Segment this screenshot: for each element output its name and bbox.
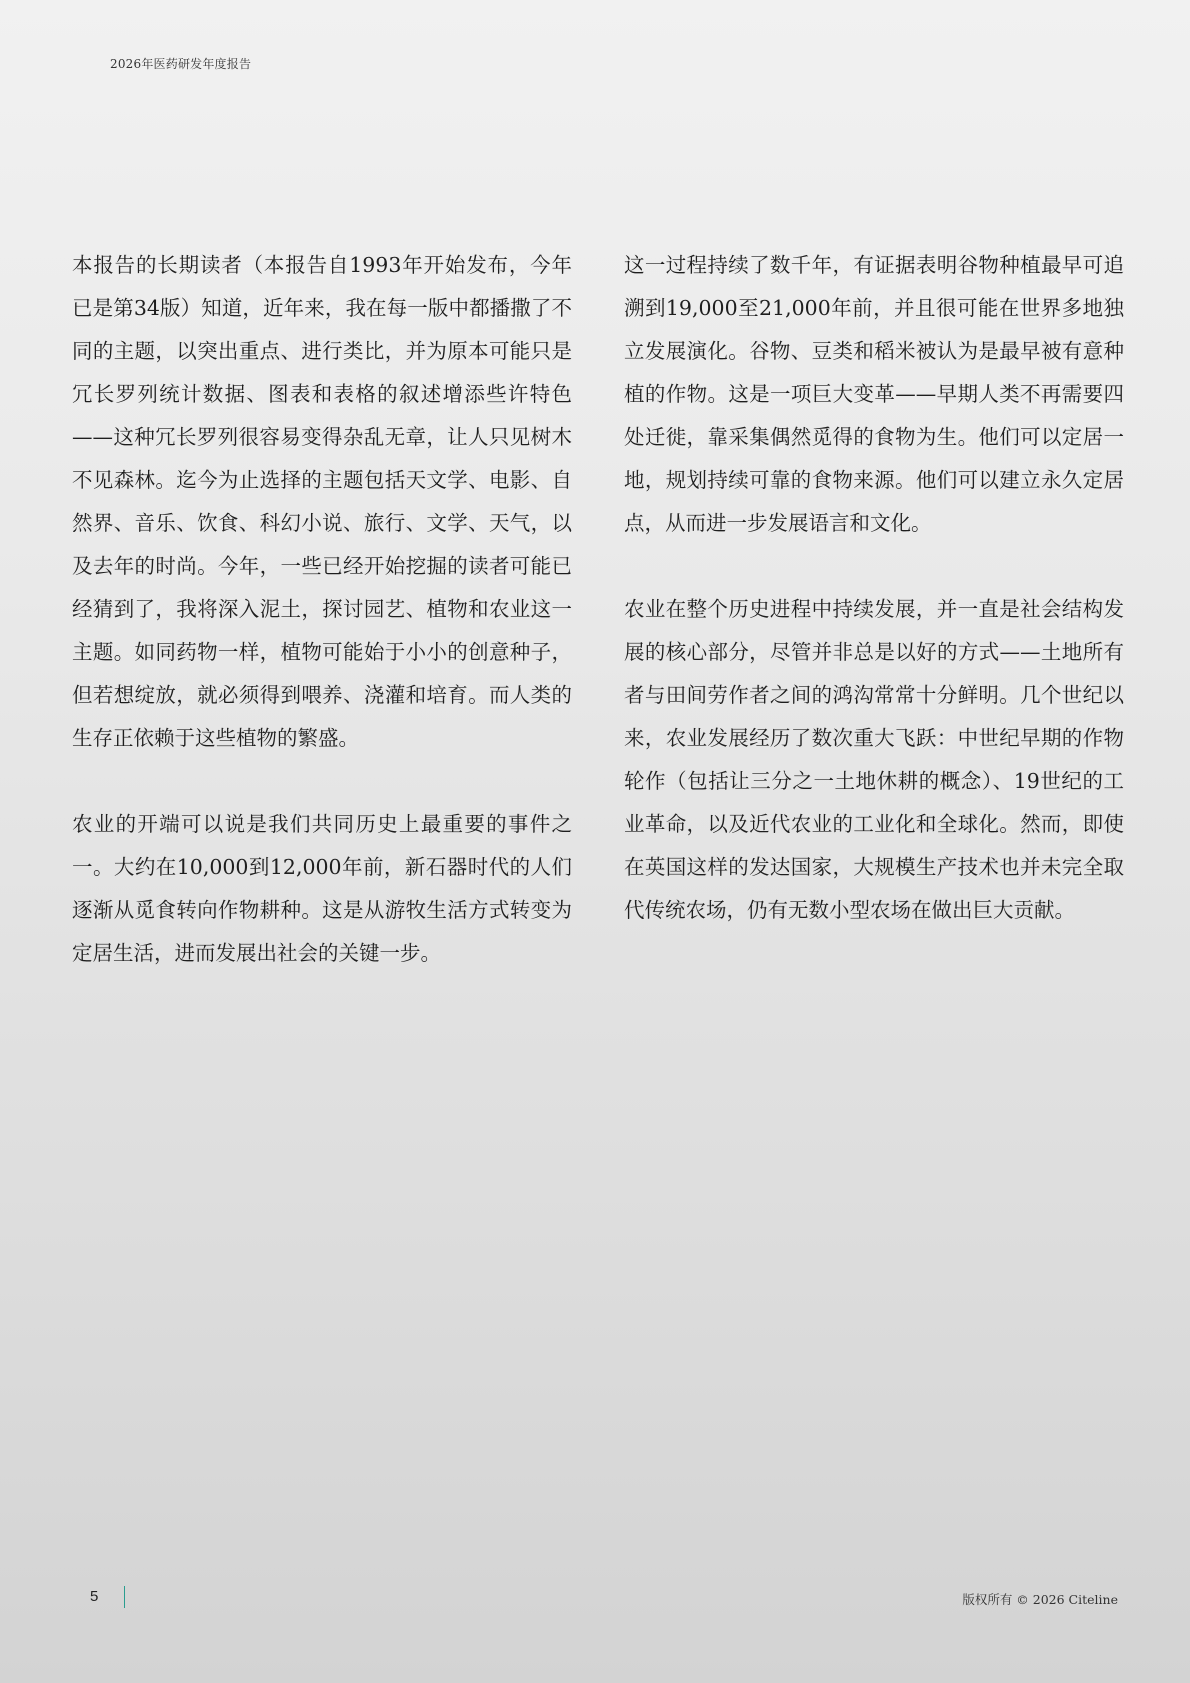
page-number: 5 bbox=[90, 1588, 99, 1605]
running-header: 2026年医药研发年度报告 bbox=[110, 57, 252, 71]
copyright-notice: 版权所有 © 2026 Citeline bbox=[962, 1592, 1118, 1607]
right-column bbox=[624, 244, 1124, 975]
body-paragraph: 本报告的长期读者（本报告自1993年开始发布，今年已是第34版）知道，近年来，我在每一版中都播撒了不同的主题，以突出重点、进行类比，并为原本可能只是冗长罗列统计数据、图表和表格的叙述增添些许特色——这种冗长罗列很容易变得杂乱无章，让人只见树木不见森林。迄今为止选择的主题包括天文学、电影、自然界、音乐、饮食、科幻小说、旅行、文学、天气，以及去年的时尚。今年，一些已经开始挖掘的读者可能已经猜到了，我将深入泥土，探讨园艺、植物和农业这一主题。如同药物一样，植物可能始于小小的创意种子，但若想绽放，就必须得到喂养、浇灌和培育。而人类的生存正依赖于这些植物的繁盛。 bbox=[72, 253, 572, 750]
body-paragraph: 农业的开端可以说是我们共同历史上最重要的事件之一。大约在10,000到12,000年前，新石器时代的人们逐渐从觅食转向作物耕种。这是从游牧生活方式转变为定居生活，进而发展出社会的关键一步。 bbox=[72, 812, 572, 965]
footer-divider bbox=[124, 1586, 125, 1608]
body-paragraph: 农业在整个历史进程中持续发展，并一直是社会结构发展的核心部分，尽管并非总是以好的方式——土地所有者与田间劳作者之间的鸿沟常常十分鲜明。几个世纪以来，农业发展经历了数次重大飞跃：中世纪早期的作物轮作（包括让三分之一土地休耕的概念）、19世纪的工业革命，以及近代农业的工业化和全球化。然而，即使在英国这样的发达国家，大规模生产技术也并未完全取代传统农场，仍有无数小型农场在做出巨大贡献。 bbox=[624, 597, 1124, 922]
left-column bbox=[72, 244, 572, 1018]
body-paragraph: 这一过程持续了数千年，有证据表明谷物种植最早可追溯到19,000至21,000年前，并且很可能在世界多地独立发展演化。谷物、豆类和稻米被认为是最早被有意种植的作物。这是一项巨大变革——早期人类不再需要四处迁徙，靠采集偶然觅得的食物为生。他们可以定居一地，规划持续可靠的食物来源。他们可以建立永久定居点，从而进一步发展语言和文化。 bbox=[624, 253, 1124, 535]
